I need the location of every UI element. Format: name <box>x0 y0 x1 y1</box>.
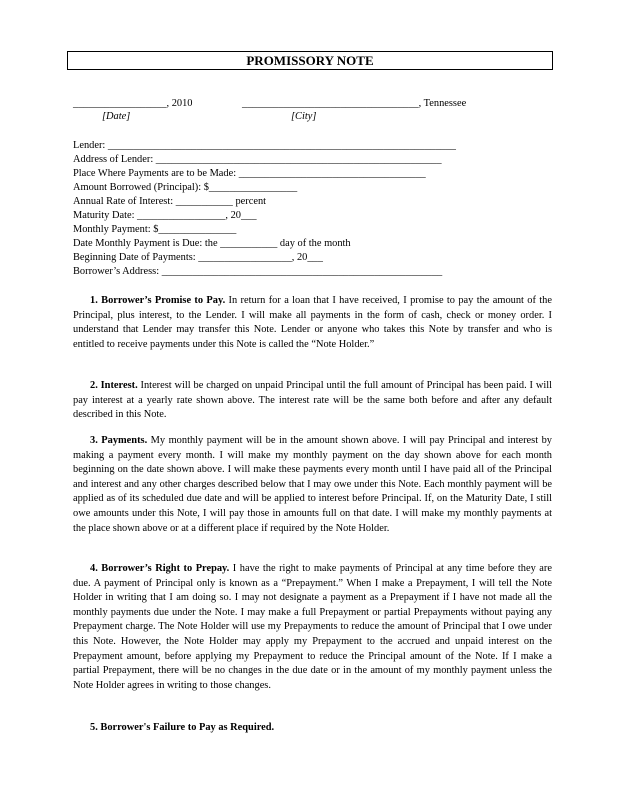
city-blank: __________________________________, Tennessee <box>242 98 467 109</box>
section-interest <box>73 379 552 423</box>
section-heading: 2. Interest. <box>90 380 138 391</box>
field-monthly-payment: Monthly Payment: $_______________ <box>73 224 237 235</box>
field-beginning-date: Beginning Date of Payments: __________________, 20___ <box>73 252 323 263</box>
field-payment-due-date: Date Monthly Payment is Due: the ___________ day of the month <box>73 238 351 249</box>
field-address-of-lender: Address of Lender: _______________________________________________________ <box>73 154 442 165</box>
field-borrower-address: Borrower’s Address: ______________________________________________________ <box>73 266 443 277</box>
section-heading: 1. Borrower’s Promise to Pay. <box>90 295 226 306</box>
section-body: My monthly payment will be in the amount shown above. I will pay Principal and interest by making a payment every month. I will make my monthly payment on the day shown above for each month beginning on the date shown above. I will make these payments every month until I have paid all of the Principal and interest and any other charges described below that I may owe under this Note. Each monthly payment will be applied as of its scheduled due date and will be applied to interest before Principal. If, on the Maturity Date, I still owe amounts under this Note, I will pay those in amounts full on that date. I will make my monthly payments at the place shown above or at a different place if required by the Note Holder. <box>73 435 552 534</box>
field-place-of-payment: Place Where Payments are to be Made: ____________________________________ <box>73 168 426 179</box>
section-heading: 4. Borrower’s Right to Prepay. <box>90 563 230 574</box>
section-failure-to-pay-heading: 5. Borrower's Failure to Pay as Required. <box>90 722 275 733</box>
field-maturity-date: Maturity Date: _________________, 20___ <box>73 210 257 221</box>
field-lender: Lender: ___________________________________________________________________ <box>73 140 456 151</box>
date-blank: __________________, 2010 <box>73 98 193 109</box>
section-heading: 3. Payments. <box>90 435 148 446</box>
section-payments <box>73 434 552 536</box>
section-body: I have the right to make payments of Principal at any time before they are due. A payment of Principal only is known as a “Prepayment.” When I make a Prepayment, I will tell the Note Holder in writing that I am doing so. I may not designate a payment as a Prepayment if I have not made all the monthly payments due under the Note. I may make a full Prepayment or partial Prepayments without paying any Prepayment charge. The Note Holder will use my Prepayments to reduce the amount of Principal that I owe under this Note. However, the Note Holder may apply my Prepayment to the accrued and unpaid interest on the Prepayment amount, before applying my Prepayment to reduce the Principal amount of the Note. If I make a partial Prepayment, there will be no changes in the due date or in the amount of my monthly payment unless the Note Holder agrees in writing to those changes. <box>73 563 552 691</box>
field-amount-borrowed: Amount Borrowed (Principal): $_________________ <box>73 182 298 193</box>
city-label: [City] <box>291 111 317 122</box>
section-body: In return for a loan that I have received, I promise to pay the amount of the Principal, plus interest, to the Lender. I will make all payments in the form of cash, check or money order. I understand that Lender may transfer this Note. Lender or anyone who takes this Note by transfer and who is entitled to receive payments under this Note is called the “Note Holder.” <box>73 295 552 350</box>
field-interest-rate: Annual Rate of Interest: ___________ percent <box>73 196 267 207</box>
section-promise-to-pay <box>73 294 552 352</box>
section-body: Interest will be charged on unpaid Principal until the full amount of Principal has been paid. I will pay interest at a yearly rate shown above. The interest rate will be the same both before and after any default described in this Note. <box>73 380 552 421</box>
document-title: PROMISSORY NOTE <box>67 51 553 70</box>
date-label: [Date] <box>102 111 131 122</box>
section-right-to-prepay <box>73 562 552 693</box>
